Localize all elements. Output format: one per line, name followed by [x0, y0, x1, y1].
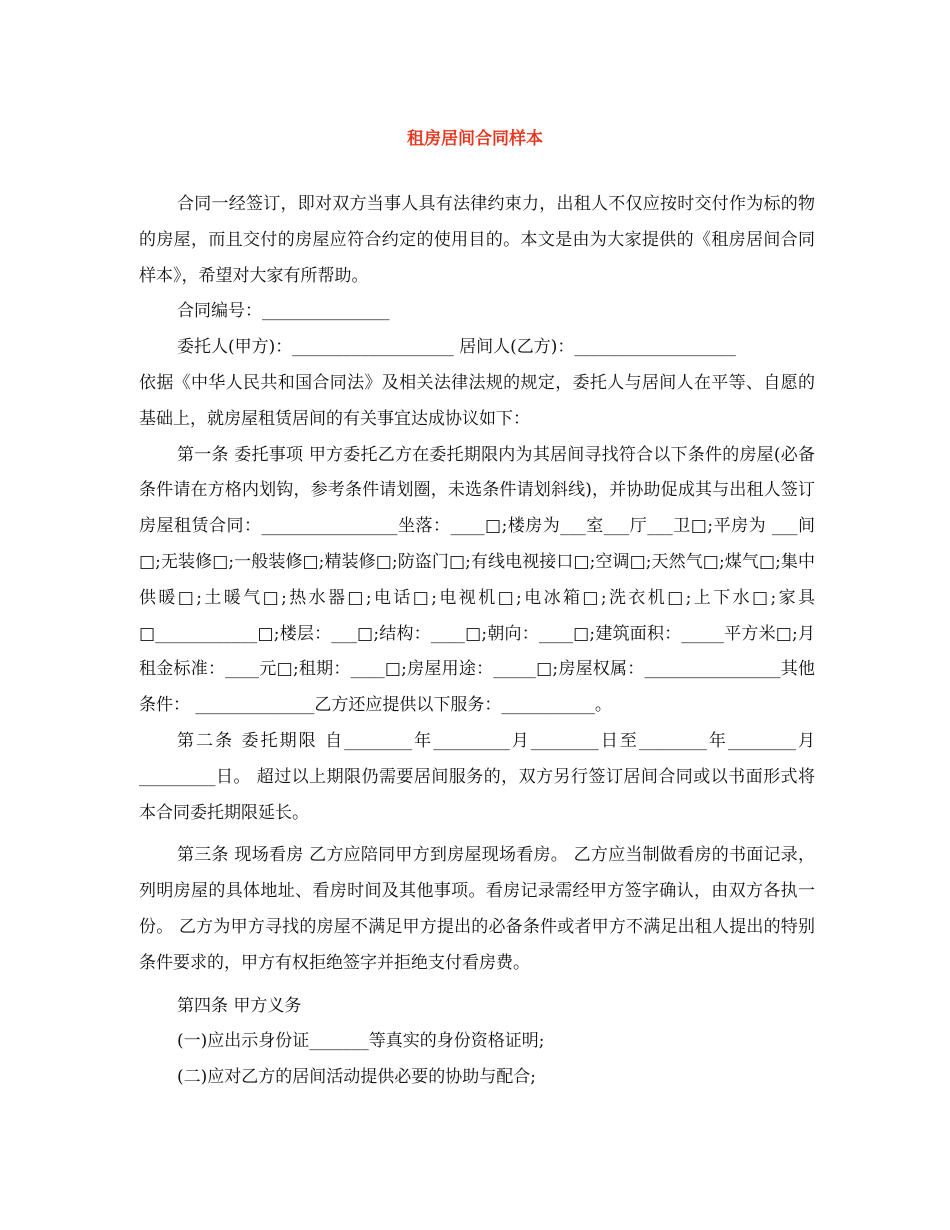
article-4-heading: 第四条 甲方义务	[177, 995, 302, 1016]
article-1-paragraph: 第一条 委托事项 甲方委托乙方在委托期限内为其居间寻找符合以下条件的房屋(必备条件请在方格内划钩，参考条件请划圈，未选条件请划斜线)，并协助促成其与出租人签订房屋租赁合同：________________坐落：____□;楼房为___室___厅___卫□;平房为 ___间□;无装修□;一般装修□;精装修□;防盗门□;有线电视接口□;空调□;天然气□;煤气□;集中供暖□;土暖气□;热水器□;电话□;电视机□;电冰箱□;洗衣机□;上下水□;家具□____________□;楼层：___□;结构：____□;朝向：____□;建筑面积：_____平方米□;月租金标准：____元□;租期：____□;房屋用途：_____□;房屋权属：________________其他条件： ______________乙方还应提供以下服务：___________。	[139, 444, 815, 716]
article-3-paragraph: 第三条 现场看房 乙方应陪同甲方到房屋现场看房。 乙方应当制做看房的书面记录，列明房屋的具体地址、看房时间及其他事项。看房记录需经甲方签字确认，由双方各执一份。 乙方为甲方寻找的房屋不满足甲方提出的必备条件或者甲方不满足出租人提出的特别条件要求的，甲方有权拒绝签字并拒绝支付看房费。	[139, 845, 815, 973]
article-4-item-2: (二)应对乙方的居间活动提供必要的协助与配合;	[177, 1067, 536, 1088]
document-title: 租房居间合同样本	[407, 129, 543, 149]
parties-line: 委托人(甲方)：___________________ 居间人(乙方)：___________________	[177, 337, 736, 358]
basis-paragraph: 依据《中华人民共和国合同法》及相关法律法规的规定，委托人与居间人在平等、自愿的基础上，就房屋租赁居间的有关事宜达成协议如下：	[139, 372, 815, 429]
contract-number-line: 合同编号：_______________	[177, 301, 390, 322]
intro-paragraph: 合同一经签订，即对双方当事人具有法律约束力，出租人不仅应按时交付作为标的物的房屋，而且交付的房屋应符合约定的使用目的。本文是由为大家提供的《租房居间合同样本》，希望对大家有所帮助。	[139, 194, 815, 286]
article-4-item-1: (一)应出示身份证_______等真实的身份资格证明;	[177, 1031, 545, 1052]
document-body	[139, 187, 815, 1096]
article-2-paragraph: 第二条 委托期限 自________年_________月________日至________年________月_________日。 超过以上期限仍需要居间服务的，双方另行签订居间合同或以书面形式将本合同委托期限延长。	[139, 730, 815, 823]
